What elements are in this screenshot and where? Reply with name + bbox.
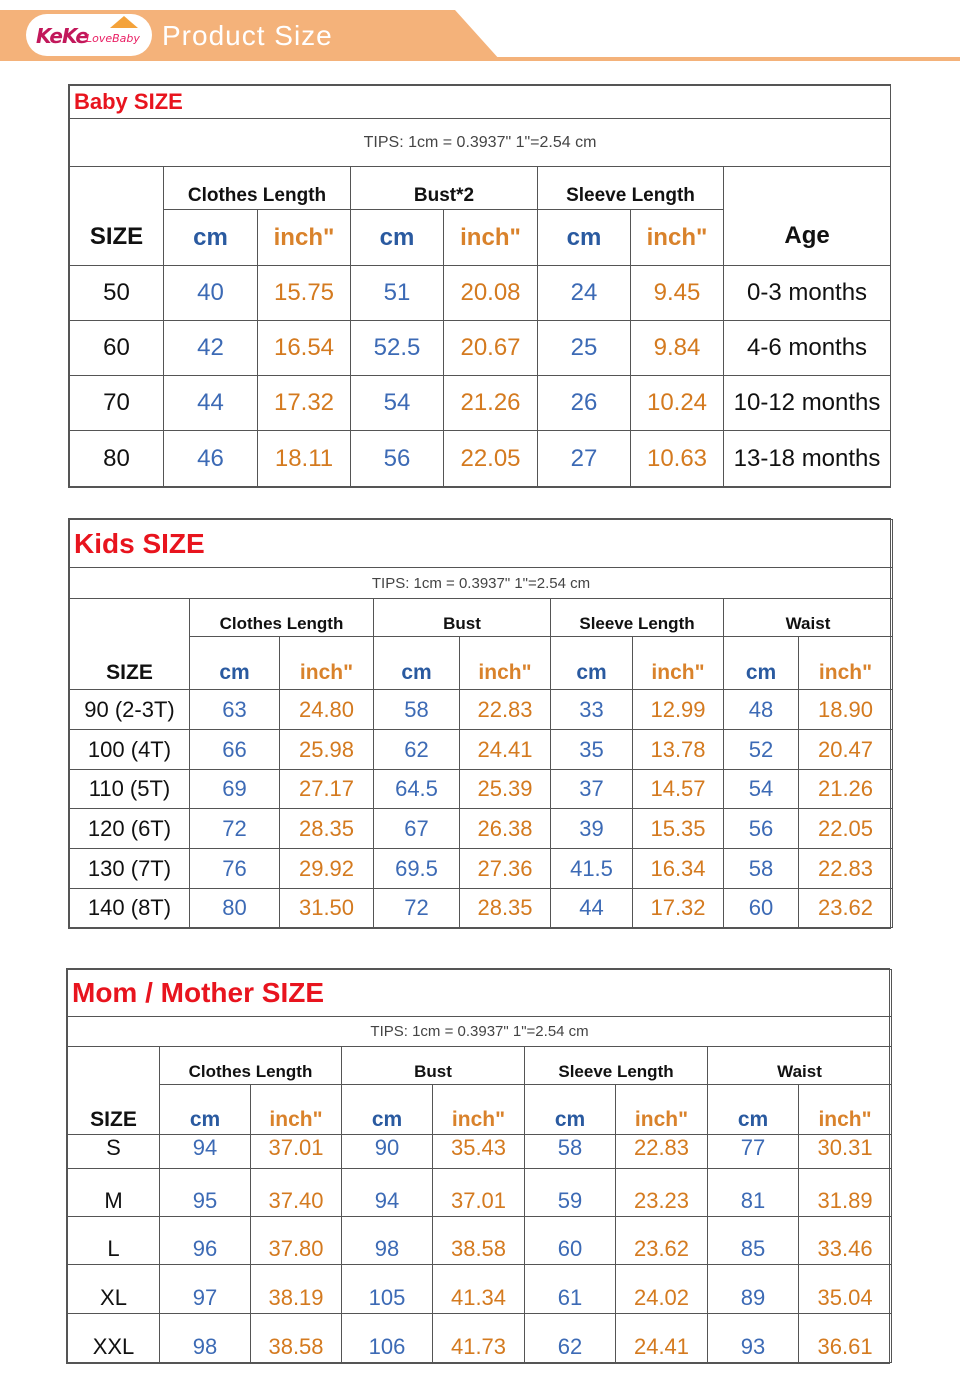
group-header-sleeve-length: Sleeve Length	[551, 599, 724, 637]
blank-cell	[70, 167, 164, 210]
bust-cm: 98	[342, 1217, 433, 1265]
bust-inch: 22.83	[460, 690, 551, 730]
sleeve-length-inch: 9.45	[631, 266, 724, 321]
size-cell: 80	[70, 431, 164, 487]
clothes-length-inch: 15.75	[258, 266, 351, 321]
bust-inch: 25.39	[460, 770, 551, 809]
clothes-length-inch: 37.40	[251, 1169, 342, 1217]
inch-header: inch"	[433, 1085, 525, 1135]
sleeve-length-cm: 39	[551, 809, 633, 849]
group-header-clothes-length: Clothes Length	[190, 599, 374, 637]
sleeve-length-cm: 26	[538, 376, 631, 431]
sleeve-length-cm: 44	[551, 889, 633, 928]
banner-underline	[0, 57, 960, 61]
header-banner	[0, 10, 960, 60]
cm-header: cm	[525, 1085, 616, 1135]
waist-inch: 20.47	[799, 730, 893, 770]
inch-header: inch"	[460, 637, 551, 690]
blank-cell	[724, 167, 891, 210]
inch-header: inch"	[616, 1085, 708, 1135]
mom-tips: TIPS: 1cm = 0.3937" 1"=2.54 cm	[68, 1017, 892, 1047]
bust-cm: 94	[342, 1169, 433, 1217]
sleeve-length-inch: 24.41	[616, 1314, 708, 1363]
baby-size-table	[68, 84, 891, 488]
clothes-length-cm: 42	[164, 321, 258, 376]
waist-inch: 22.05	[799, 809, 893, 849]
size-cell: 110 (5T)	[70, 770, 190, 809]
bust-inch: 20.67	[444, 321, 538, 376]
sleeve-length-cm: 37	[551, 770, 633, 809]
waist-inch: 18.90	[799, 690, 893, 730]
group-header-clothes-length: Clothes Length	[160, 1047, 342, 1085]
waist-inch: 35.04	[799, 1265, 892, 1314]
cm-header: cm	[724, 637, 799, 690]
size-cell: 90 (2-3T)	[70, 690, 190, 730]
sleeve-length-inch: 14.57	[633, 770, 724, 809]
size-cell: XXL	[68, 1314, 160, 1363]
bust-inch: 21.26	[444, 376, 538, 431]
bust-inch: 28.35	[460, 889, 551, 928]
clothes-length-cm: 98	[160, 1314, 251, 1363]
bust-inch: 37.01	[433, 1169, 525, 1217]
group-header-bust: Bust	[342, 1047, 525, 1085]
mom-table-title: Mom / Mother SIZE	[68, 970, 892, 1017]
size-cell: 50	[70, 266, 164, 321]
clothes-length-inch: 37.01	[251, 1135, 342, 1169]
waist-cm: 56	[724, 809, 799, 849]
bust-inch: 20.08	[444, 266, 538, 321]
clothes-length-cm: 97	[160, 1265, 251, 1314]
bust-inch: 27.36	[460, 849, 551, 889]
cm-header: cm	[708, 1085, 799, 1135]
page-title: Product Size	[162, 20, 333, 51]
bust-cm: 67	[374, 809, 460, 849]
size-cell: S	[68, 1135, 160, 1169]
cm-header: cm	[160, 1085, 251, 1135]
sleeve-length-cm: 35	[551, 730, 633, 770]
bust-cm: 106	[342, 1314, 433, 1363]
bust-cm: 69.5	[374, 849, 460, 889]
clothes-length-cm: 76	[190, 849, 280, 889]
sleeve-length-cm: 33	[551, 690, 633, 730]
inch-header: inch"	[633, 637, 724, 690]
waist-inch: 31.89	[799, 1169, 892, 1217]
clothes-length-inch: 38.19	[251, 1265, 342, 1314]
bust-cm: 72	[374, 889, 460, 928]
bust-cm: 56	[351, 431, 444, 487]
size-cell: 120 (6T)	[70, 809, 190, 849]
clothes-length-inch: 29.92	[280, 849, 374, 889]
sleeve-length-cm: 24	[538, 266, 631, 321]
sleeve-length-inch: 24.02	[616, 1265, 708, 1314]
table-row	[70, 770, 893, 809]
inch-header: inch"	[251, 1085, 342, 1135]
blank-cell	[70, 599, 190, 637]
waist-inch: 30.31	[799, 1135, 892, 1169]
table-row	[68, 1314, 892, 1363]
age-cell: 10-12 months	[724, 376, 891, 431]
size-cell: 130 (7T)	[70, 849, 190, 889]
group-header-bust: Bust	[374, 599, 551, 637]
group-header-sleeve-length: Sleeve Length	[525, 1047, 708, 1085]
sleeve-length-cm: 27	[538, 431, 631, 487]
waist-cm: 85	[708, 1217, 799, 1265]
table-row	[70, 730, 893, 770]
logo-text: KeKe	[36, 24, 88, 48]
table-row	[70, 266, 891, 321]
group-header-clothes-length: Clothes Length	[164, 167, 351, 210]
clothes-length-cm: 66	[190, 730, 280, 770]
waist-cm: 54	[724, 770, 799, 809]
inch-header: inch"	[799, 637, 893, 690]
clothes-length-cm: 80	[190, 889, 280, 928]
clothes-length-cm: 63	[190, 690, 280, 730]
kids-table-title: Kids SIZE	[70, 520, 893, 568]
sleeve-length-cm: 58	[525, 1135, 616, 1169]
clothes-length-inch: 25.98	[280, 730, 374, 770]
age-cell: 0-3 months	[724, 266, 891, 321]
house-icon	[110, 16, 138, 28]
bust-cm: 51	[351, 266, 444, 321]
sleeve-length-inch: 9.84	[631, 321, 724, 376]
table-row	[68, 1135, 892, 1169]
sleeve-length-cm: 41.5	[551, 849, 633, 889]
kids-tips: TIPS: 1cm = 0.3937" 1"=2.54 cm	[70, 568, 893, 599]
bust-inch: 22.05	[444, 431, 538, 487]
clothes-length-cm: 44	[164, 376, 258, 431]
clothes-length-inch: 18.11	[258, 431, 351, 487]
size-header: SIZE	[70, 637, 190, 690]
size-header: SIZE	[68, 1085, 160, 1135]
clothes-length-inch: 17.32	[258, 376, 351, 431]
baby-tips: TIPS: 1cm = 0.3937" 1"=2.54 cm	[70, 119, 891, 167]
sleeve-length-inch: 12.99	[633, 690, 724, 730]
clothes-length-inch: 27.17	[280, 770, 374, 809]
sleeve-length-inch: 13.78	[633, 730, 724, 770]
clothes-length-cm: 40	[164, 266, 258, 321]
bust-inch: 26.38	[460, 809, 551, 849]
clothes-length-cm: 96	[160, 1217, 251, 1265]
waist-cm: 93	[708, 1314, 799, 1363]
clothes-length-inch: 24.80	[280, 690, 374, 730]
inch-header: inch"	[799, 1085, 892, 1135]
blank-cell	[68, 1047, 160, 1085]
bust-inch: 38.58	[433, 1217, 525, 1265]
cm-header: cm	[538, 210, 631, 266]
table-row	[68, 1169, 892, 1217]
age-cell: 13-18 months	[724, 431, 891, 487]
table-row	[68, 1217, 892, 1265]
size-cell: 60	[70, 321, 164, 376]
size-cell: M	[68, 1169, 160, 1217]
kids-size-table	[68, 518, 891, 929]
cm-header: cm	[342, 1085, 433, 1135]
mom-size-table	[66, 968, 890, 1364]
age-header: Age	[724, 210, 891, 266]
bust-cm: 54	[351, 376, 444, 431]
size-cell: 140 (8T)	[70, 889, 190, 928]
sleeve-length-inch: 23.62	[616, 1217, 708, 1265]
group-header-waist: Waist	[708, 1047, 892, 1085]
size-cell: 70	[70, 376, 164, 431]
bust-inch: 24.41	[460, 730, 551, 770]
sleeve-length-inch: 17.32	[633, 889, 724, 928]
cm-header: cm	[164, 210, 258, 266]
sleeve-length-cm: 59	[525, 1169, 616, 1217]
waist-inch: 36.61	[799, 1314, 892, 1363]
waist-cm: 77	[708, 1135, 799, 1169]
waist-cm: 81	[708, 1169, 799, 1217]
size-cell: XL	[68, 1265, 160, 1314]
logo-subtext: LoveBaby	[86, 32, 140, 45]
cm-header: cm	[351, 210, 444, 266]
clothes-length-inch: 37.80	[251, 1217, 342, 1265]
table-row	[70, 690, 893, 730]
bust-cm: 58	[374, 690, 460, 730]
bust-inch: 41.73	[433, 1314, 525, 1363]
bust-inch: 35.43	[433, 1135, 525, 1169]
cm-header: cm	[551, 637, 633, 690]
sleeve-length-inch: 22.83	[616, 1135, 708, 1169]
waist-cm: 58	[724, 849, 799, 889]
bust-cm: 90	[342, 1135, 433, 1169]
waist-inch: 33.46	[799, 1217, 892, 1265]
sleeve-length-inch: 10.63	[631, 431, 724, 487]
age-cell: 4-6 months	[724, 321, 891, 376]
group-header-sleeve-length: Sleeve Length	[538, 167, 724, 210]
sleeve-length-inch: 16.34	[633, 849, 724, 889]
clothes-length-cm: 94	[160, 1135, 251, 1169]
sleeve-length-inch: 15.35	[633, 809, 724, 849]
table-row	[70, 809, 893, 849]
clothes-length-cm: 72	[190, 809, 280, 849]
inch-header: inch"	[280, 637, 374, 690]
table-row	[70, 321, 891, 376]
waist-cm: 48	[724, 690, 799, 730]
clothes-length-cm: 69	[190, 770, 280, 809]
bust-cm: 64.5	[374, 770, 460, 809]
waist-cm: 89	[708, 1265, 799, 1314]
sleeve-length-inch: 23.23	[616, 1169, 708, 1217]
sleeve-length-cm: 25	[538, 321, 631, 376]
inch-header: inch"	[444, 210, 538, 266]
table-row	[70, 889, 893, 928]
waist-cm: 52	[724, 730, 799, 770]
group-header-bust: Bust*2	[351, 167, 538, 210]
table-row	[70, 849, 893, 889]
baby-table-title: Baby SIZE	[70, 86, 891, 119]
clothes-length-cm: 46	[164, 431, 258, 487]
bust-cm: 105	[342, 1265, 433, 1314]
waist-inch: 22.83	[799, 849, 893, 889]
clothes-length-inch: 38.58	[251, 1314, 342, 1363]
clothes-length-cm: 95	[160, 1169, 251, 1217]
group-header-waist: Waist	[724, 599, 893, 637]
size-cell: 100 (4T)	[70, 730, 190, 770]
size-cell: L	[68, 1217, 160, 1265]
clothes-length-inch: 16.54	[258, 321, 351, 376]
inch-header: inch"	[258, 210, 351, 266]
inch-header: inch"	[631, 210, 724, 266]
table-row	[70, 431, 891, 487]
bust-inch: 41.34	[433, 1265, 525, 1314]
bust-cm: 62	[374, 730, 460, 770]
sleeve-length-cm: 60	[525, 1217, 616, 1265]
cm-header: cm	[374, 637, 460, 690]
clothes-length-inch: 28.35	[280, 809, 374, 849]
sleeve-length-cm: 61	[525, 1265, 616, 1314]
sleeve-length-cm: 62	[525, 1314, 616, 1363]
table-row	[70, 376, 891, 431]
waist-inch: 21.26	[799, 770, 893, 809]
sleeve-length-inch: 10.24	[631, 376, 724, 431]
waist-inch: 23.62	[799, 889, 893, 928]
cm-header: cm	[190, 637, 280, 690]
clothes-length-inch: 31.50	[280, 889, 374, 928]
table-row	[68, 1265, 892, 1314]
size-header: SIZE	[70, 210, 164, 266]
waist-cm: 60	[724, 889, 799, 928]
bust-cm: 52.5	[351, 321, 444, 376]
